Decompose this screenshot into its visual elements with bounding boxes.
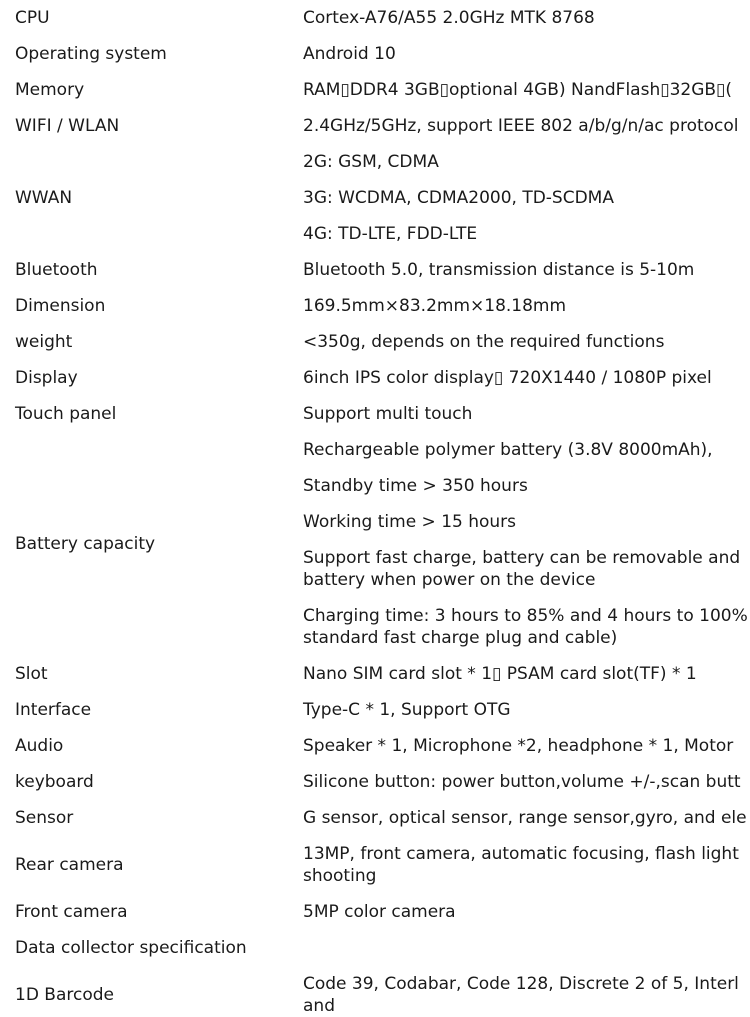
spec-label: Front camera	[15, 902, 128, 922]
spec-label: Battery capacity	[15, 534, 156, 554]
spec-row-slot	[0, 663, 750, 685]
spec-value	[303, 7, 750, 29]
section-heading: Data collector specification	[15, 938, 247, 958]
spec-section-data-collector	[0, 937, 750, 959]
spec-row-touch-panel	[0, 403, 750, 425]
spec-value-line: 3G: WCDMA, CDMA2000, TD-SCDMA	[303, 188, 614, 208]
spec-row-front-camera	[0, 901, 750, 923]
spec-label: Slot	[15, 664, 48, 684]
spec-label: Bluetooth	[15, 260, 98, 280]
spec-label: weight	[15, 332, 73, 352]
spec-value-line: standard fast charge plug and cable)	[303, 628, 618, 648]
spec-value	[303, 43, 750, 65]
spec-value-line: Type-C * 1, Support OTG	[303, 700, 511, 720]
spec-value-line: Support fast charge, battery can be removable and	[303, 548, 741, 568]
spec-value-line: Android 10	[303, 44, 396, 64]
spec-row-keyboard	[0, 771, 750, 793]
spec-label: CPU	[15, 8, 50, 28]
spec-row-sensor	[0, 807, 750, 829]
spec-value-line: RAM▯DDR4 3GB▯optional 4GB) NandFlash▯32GB▯(	[303, 80, 733, 100]
spec-value	[303, 439, 750, 651]
spec-value	[303, 115, 750, 137]
spec-value-line: 2.4GHz/5GHz, support IEEE 802 a/b/g/n/ac protocol	[303, 116, 739, 136]
spec-label: Display	[15, 368, 78, 388]
spec-row-bluetooth	[0, 259, 750, 281]
spec-value	[303, 901, 750, 923]
spec-label: Sensor	[15, 808, 74, 828]
spec-value-line: shooting	[303, 866, 377, 886]
spec-value-line: Speaker * 1, Microphone *2, headphone * 1, Motor	[303, 736, 734, 756]
spec-value-line: Code 39, Codabar, Code 128, Discrete 2 of 5, Interl	[303, 974, 739, 994]
spec-value-line: Silicone button: power button,volume +/-,scan butt	[303, 772, 741, 792]
spec-row-memory	[0, 79, 750, 101]
spec-value	[303, 699, 750, 721]
spec-row-dimension	[0, 295, 750, 317]
spec-value-line: 13MP, front camera, automatic focusing, flash light	[303, 844, 739, 864]
spec-label: WWAN	[15, 188, 73, 208]
spec-value-line: and	[303, 996, 335, 1016]
spec-value	[303, 663, 750, 685]
spec-label: Interface	[15, 700, 92, 720]
spec-label: Audio	[15, 736, 64, 756]
spec-value-line: Standby time > 350 hours	[303, 476, 528, 496]
spec-value-line: battery when power on the device	[303, 570, 596, 590]
spec-row-1d-barcode	[0, 973, 750, 1016]
spec-value-line: G sensor, optical sensor, range sensor,gyro, and ele	[303, 808, 747, 828]
spec-value	[303, 973, 750, 1016]
spec-value-line: Bluetooth 5.0, transmission distance is 5-10m	[303, 260, 695, 280]
spec-row-battery	[0, 439, 750, 651]
spec-label: keyboard	[15, 772, 94, 792]
spec-value	[303, 259, 750, 281]
spec-row-audio	[0, 735, 750, 757]
spec-value-line: 6inch IPS color display▯ 720X1440 / 1080P pixel	[303, 368, 712, 388]
spec-value-line: <350g, depends on the required functions	[303, 332, 665, 352]
spec-value-line: Nano SIM card slot * 1▯ PSAM card slot(TF) * 1	[303, 664, 697, 684]
spec-value-line: Charging time: 3 hours to 85% and 4 hours to 100%	[303, 606, 748, 626]
spec-label: Touch panel	[15, 404, 117, 424]
spec-label: Dimension	[15, 296, 106, 316]
spec-row-os	[0, 43, 750, 65]
spec-value-line: 169.5mm×83.2mm×18.18mm	[303, 296, 567, 316]
spec-value	[303, 403, 750, 425]
spec-value	[303, 807, 750, 829]
spec-value	[303, 331, 750, 353]
spec-label: 1D Barcode	[15, 985, 115, 1005]
spec-row-interface	[0, 699, 750, 721]
spec-value	[303, 843, 750, 887]
spec-value	[303, 79, 750, 101]
spec-row-display	[0, 367, 750, 389]
spec-row-weight	[0, 331, 750, 353]
spec-value-line: Working time > 15 hours	[303, 512, 517, 532]
spec-value	[303, 151, 750, 245]
spec-row-rear-camera	[0, 843, 750, 887]
spec-value	[303, 735, 750, 757]
spec-value-line: Rechargeable polymer battery (3.8V 8000mAh),	[303, 440, 713, 460]
spec-value-line: Support multi touch	[303, 404, 473, 424]
spec-label: Rear camera	[15, 855, 124, 875]
spec-label: Memory	[15, 80, 85, 100]
spec-value-line: 2G: GSM, CDMA	[303, 152, 439, 172]
spec-label: WIFI / WLAN	[15, 116, 120, 136]
spec-value	[303, 771, 750, 793]
spec-row-wifi	[0, 115, 750, 137]
spec-value	[303, 367, 750, 389]
spec-row-cpu	[0, 7, 750, 29]
spec-value-line: 4G: TD-LTE, FDD-LTE	[303, 224, 478, 244]
spec-row-wwan	[0, 151, 750, 245]
spec-label: Operating system	[15, 44, 167, 64]
spec-value-line: Cortex-A76/A55 2.0GHz MTK 8768	[303, 8, 595, 28]
spec-value	[303, 295, 750, 317]
spec-value-line: 5MP color camera	[303, 902, 456, 922]
